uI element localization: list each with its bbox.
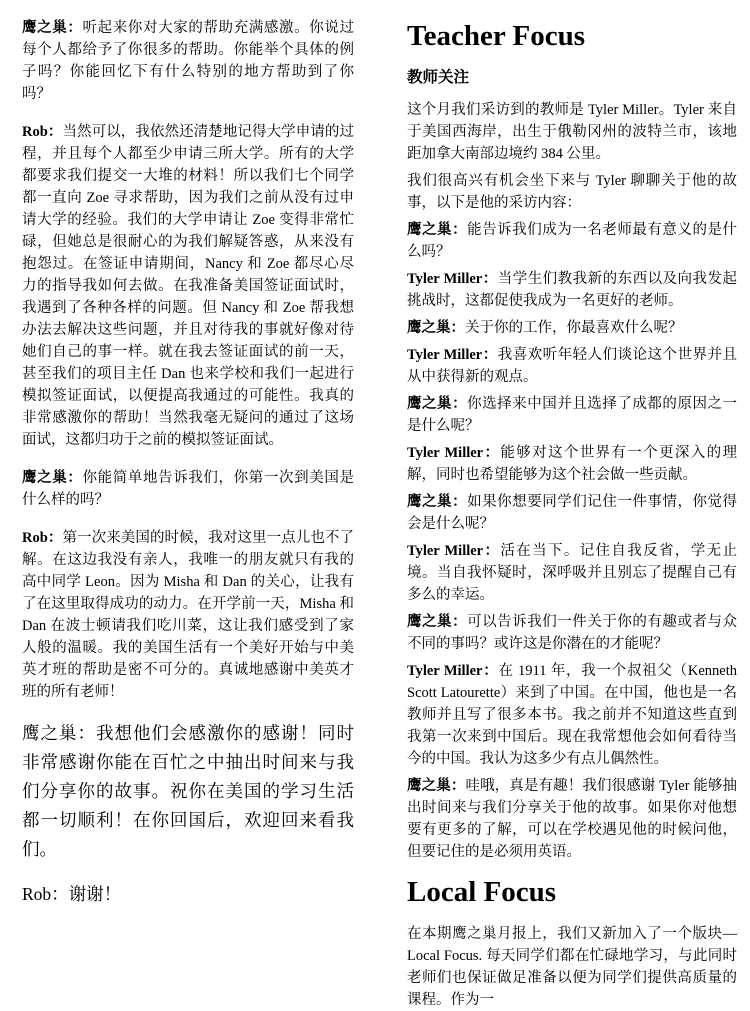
paragraph-text: 当学生们教我新的东西以及向我发起挑战时，这都促使我成为一名更好的老师。 — [407, 271, 737, 309]
paragraph-text: 当然可以，我依然还清楚地记得大学申请的过程，并且每个人都至少申请三所大学。所有的大学都要求我们提交一大堆的材料！所以我们七个同学都一直向 Zoe 寻求帮助，因为我们之前从没有过申请大学的经验。我们的大学申请让 Zoe 变得非常忙碌，但她总是很耐心的为我们解疑答惑，从来没有抱怨过。在签证申请期间，Nancy 和 Zoe 都尽心尽力的指导我如何去做。在我准备美国签证面试时，我遇到了各种各样的问题。但 Nancy 和 Zoe 帮我想办法去解决这些问题，并且对待我的事就好像对待她们自己的事一样。就在我去签证面试的前一天，甚至我们的项目主任 Dan 也来学校和我们一起进行模拟签证面试，以便提高我通过的可能性。我真的非常感激你的帮助！当然我毫无疑问的通过了这场面试，这都归功于之前的模拟签证面试。 — [22, 124, 354, 448]
qa-paragraph — [407, 775, 737, 863]
interview-paragraph — [22, 527, 354, 703]
qa-paragraph — [407, 219, 737, 263]
paragraph-text: 能告诉我们成为一名老师最有意义的是什么吗？ — [407, 222, 738, 260]
right-column — [407, 17, 738, 1008]
interview-closing-paragraph — [22, 719, 354, 864]
qa-paragraph — [407, 344, 737, 388]
paragraph-text: 能够对这个世界有一个更深入的理解，同时也希望能够为这个社会做一些贡献。 — [407, 445, 737, 483]
interview-paragraph — [22, 17, 354, 105]
qa-paragraph — [407, 317, 737, 339]
intro-paragraph: 这个月我们采访到的教师是 Tyler Miller。Tyler 来自于美国西海岸，出生于俄勒冈州的波特兰市，该地距加拿大南部边境约 384 公里。 — [407, 102, 737, 162]
speaker-label: Rob： — [22, 124, 63, 140]
paragraph-text: 哇哦，真是有趣！我们很感谢 Tyler 能够抽出时间来与我们分享关于他的故事。如果你对他想要有更多的了解，可以在学校遇见他的时候问他，但要记住的是必须用英语。 — [407, 778, 737, 860]
speaker-label: 鹰之巢： — [22, 470, 83, 486]
speaker-label: Rob： — [22, 530, 63, 546]
speaker-label: 鹰之巢： — [22, 723, 96, 743]
paragraph-text: 谢谢！ — [68, 884, 122, 904]
paragraph-text: 我喜欢听年轻人们谈论这个世界并且从中获得新的观点。 — [407, 347, 737, 385]
qa-paragraph — [407, 442, 737, 486]
paragraph-text: 我想他们会感激你的感谢！同时非常感谢你能在百忙之中抽出时间来与我们分享你的故事。祝你在美国的学习生活都一切顺利！在你回国后，欢迎回来看我们。 — [22, 723, 354, 859]
paragraph-text: 关于你的工作，你最喜欢什么呢？ — [465, 320, 683, 336]
qa-paragraph — [407, 268, 737, 312]
interview-closing-paragraph — [22, 880, 354, 909]
section-subtitle-chinese: 教师关注 — [407, 69, 470, 86]
speaker-label: Rob： — [22, 884, 69, 904]
paragraph-text: 可以告诉我们一件关于你的有趣或者与众不同的事吗？或许这是你潜在的才能呢？ — [407, 614, 738, 652]
speaker-label: 鹰之巢： — [407, 396, 468, 412]
section-title-local-focus: Local Focus — [407, 876, 557, 908]
intro-paragraph: 我们很高兴有机会坐下来与 Tyler 聊聊关于他的故事，以下是他的采访内容： — [407, 173, 737, 211]
speaker-label: 鹰之巢： — [407, 222, 468, 238]
speaker-label: 鹰之巢： — [407, 494, 468, 510]
interview-paragraph — [22, 467, 354, 511]
speaker-label: 鹰之巢： — [407, 778, 466, 794]
qa-paragraph — [407, 611, 737, 655]
speaker-label: Tyler Miller： — [407, 543, 501, 559]
speaker-label: Tyler Miller： — [407, 663, 499, 679]
speaker-label: Tyler Miller： — [407, 271, 498, 287]
speaker-label: Tyler Miller： — [407, 445, 501, 461]
paragraph-text: 听起来你对大家的帮助充满感激。你说过每个人都给予了你很多的帮助。你能举个具体的例子吗？你能回忆下有什么特别的地方帮助到了你吗？ — [22, 20, 355, 102]
paragraph-text: 在 1911 年，我一个叔祖父（Kenneth Scott Latourette）来到了中国。在中国，他也是一名教师并且写了很多本书。我之前并不知道这些直到我第一次来到中国后。现在我常想他会如何看待当今的中国。我认为这多少有点儿偶然性。 — [407, 663, 737, 767]
qa-paragraph — [407, 491, 737, 535]
interview-paragraph — [22, 121, 354, 451]
qa-paragraph — [407, 660, 737, 770]
speaker-label: 鹰之巢： — [407, 614, 468, 630]
local-focus-paragraph: 在本期鹰之巢月报上，我们又新加入了一个版块—Local Focus. 每天同学们都在忙碌地学习，与此同时老师们也保证做足准备以便为同学们提供高质量的课程。作为一 — [407, 926, 737, 1008]
speaker-label: 鹰之巢： — [22, 20, 83, 36]
speaker-label: 鹰之巢： — [407, 320, 465, 336]
paragraph-text: 活在当下。记住自我反省，学无止境。当自我怀疑时，深呼吸并且别忘了提醒自己有多么的幸运。 — [407, 543, 737, 603]
paragraph-text: 第一次来美国的时候，我对这里一点儿也不了解。在这边我没有亲人，我唯一的朋友就只有我的高中同学 Leon。因为 Misha 和 Dan 的关心，让我有了在这里取得成功的动力。在开学前一天，Misha 和 Dan 在波士顿请我们吃川菜，这让我们感受到了家人般的温暖。我的美国生活有一个美好开始与中美英才班的帮助是密不可分的。真诚地感谢中美英才班的所有老师！ — [22, 530, 354, 700]
qa-paragraph — [407, 540, 737, 606]
paragraph-text: 你能简单地告诉我们，你第一次到美国是什么样的吗？ — [22, 470, 355, 508]
qa-paragraph — [407, 393, 737, 437]
left-column — [22, 17, 354, 971]
paragraph-text: 你选择来中国并且选择了成都的原因之一是什么呢？ — [407, 396, 738, 434]
paragraph-text: 如果你想要同学们记住一件事情，你觉得会是什么呢？ — [407, 494, 738, 532]
speaker-label: Tyler Miller： — [407, 347, 498, 363]
section-title-teacher-focus: Teacher Focus — [407, 20, 586, 52]
